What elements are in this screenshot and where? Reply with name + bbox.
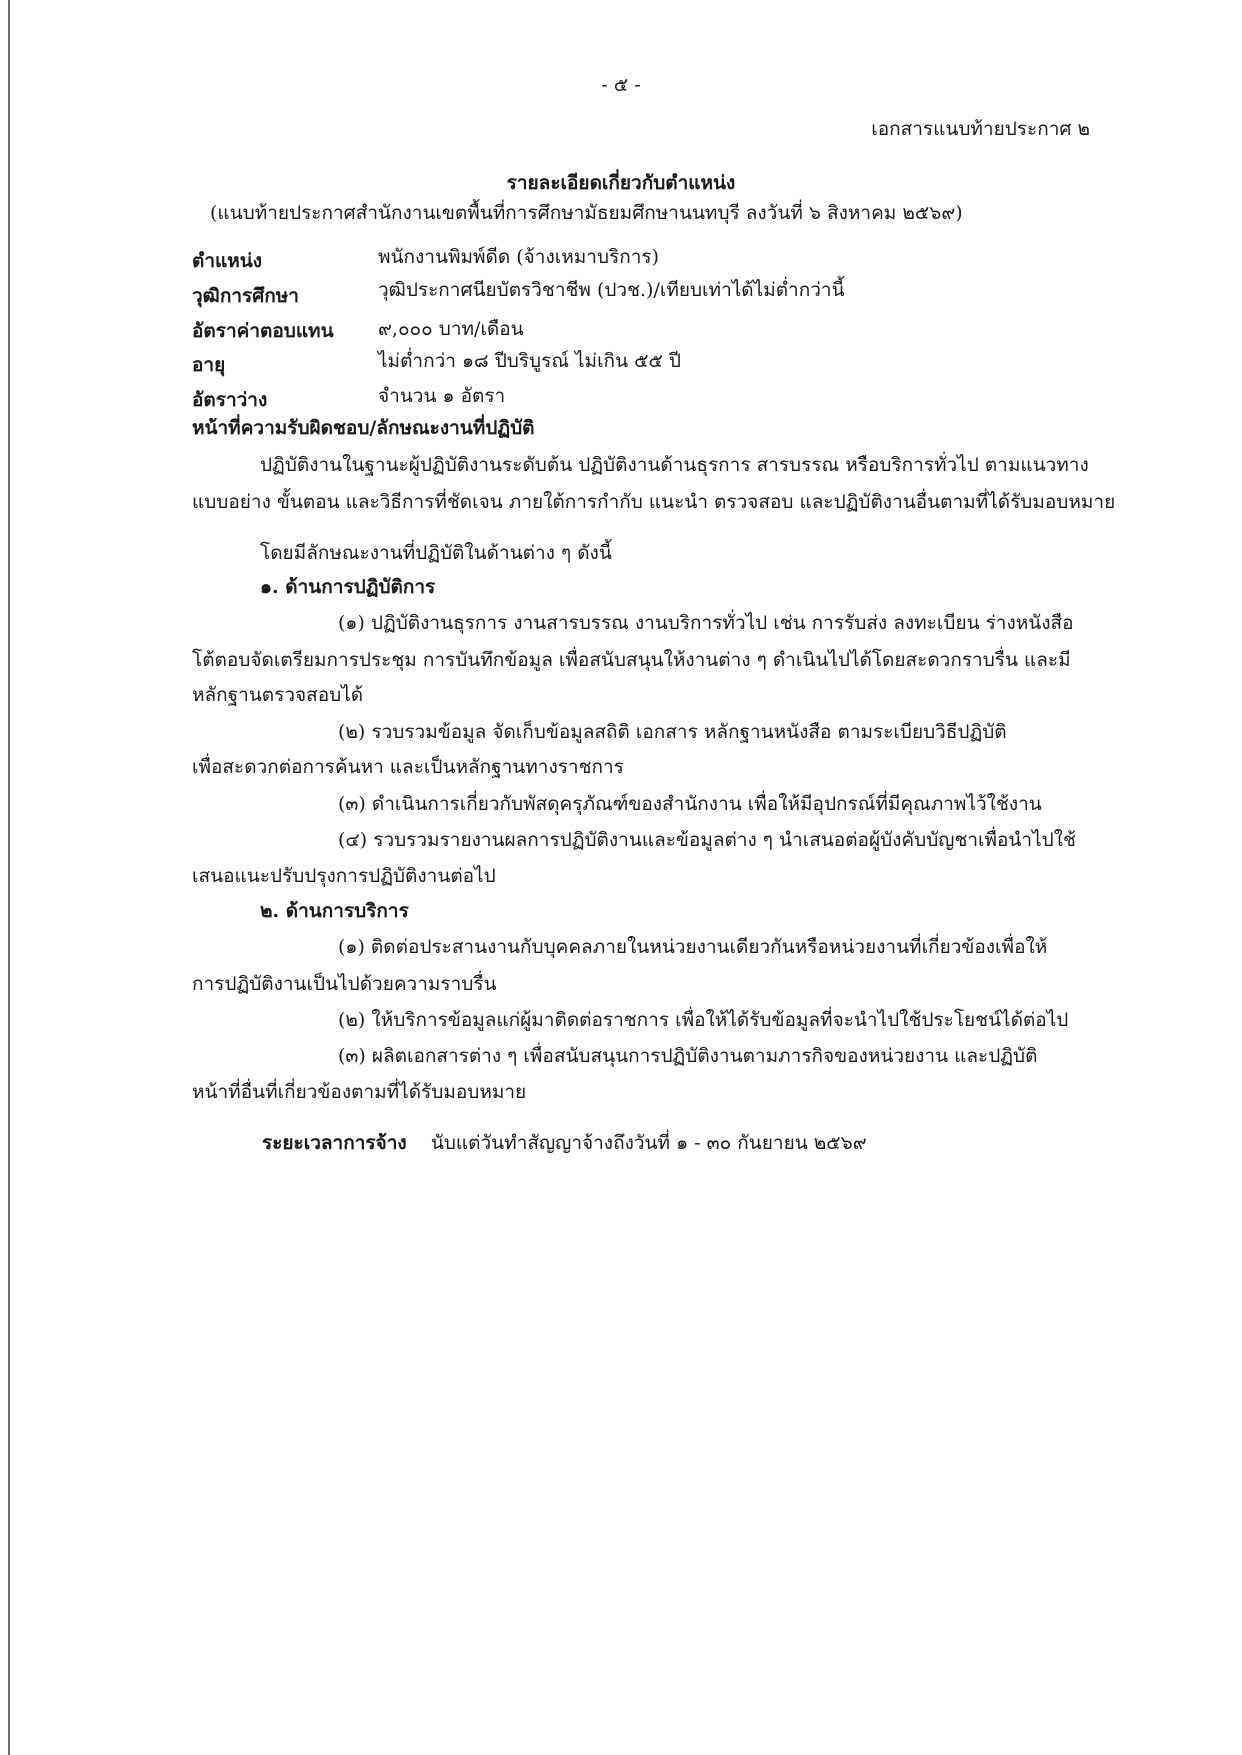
field-label-education: วุฒิการศึกษา	[192, 285, 299, 307]
duties-intro-line-2: แบบอย่าง ขั้นตอน และวิธีการที่ชัดเจน ภายใต้การกำกับ แนะนำ ตรวจสอบ และปฏิบัติงานอื่นตามที่ได้รับมอบหมาย	[192, 491, 1116, 513]
field-value-vacancy: จำนวน ๑ อัตรา	[378, 385, 506, 407]
section-2-heading: ๒. ด้านการบริการ	[260, 900, 409, 922]
employment-period-label: ระยะเวลาการจ้าง	[262, 1132, 407, 1154]
employment-period-value: นับแต่วันทำสัญญาจ้างถึงวันที่ ๑ - ๓๐ กันยายน ๒๕๖๙	[430, 1132, 867, 1154]
field-value-age: ไม่ต่ำกว่า ๑๘ ปีบริบูรณ์ ไม่เกิน ๕๕ ปี	[378, 350, 681, 372]
section-1-item-2-line-2: เพื่อสะดวกต่อการค้นหา และเป็นหลักฐานทางราชการ	[192, 756, 624, 778]
attachment-label: เอกสารแนบท้ายประกาศ ๒	[871, 118, 1090, 140]
section-1-item-3-line-1: (๓) ดำเนินการเกี่ยวกับพัสดุครุภัณฑ์ของสำนักงาน เพื่อให้มีอุปกรณ์ที่มีคุณภาพไว้ใช้งาน	[338, 793, 1042, 815]
section-1-item-4-line-2: เสนอแนะปรับปรุงการปฏิบัติงานต่อไป	[192, 865, 496, 887]
field-value-compensation: ๙,๐๐๐ บาท/เดือน	[378, 318, 524, 340]
section-1-heading: ๑. ด้านการปฏิบัติการ	[260, 576, 436, 598]
section-2-item-3-line-2: หน้าที่อื่นที่เกี่ยวข้องตามที่ได้รับมอบหมาย	[192, 1081, 527, 1103]
field-label-vacancy: อัตราว่าง	[192, 389, 268, 411]
field-label-age: อายุ	[192, 354, 226, 376]
employment-period	[262, 1128, 867, 1158]
field-label-compensation: อัตราค่าตอบแทน	[192, 320, 334, 342]
duties-intro-line-3: โดยมีลักษณะงานที่ปฏิบัติในด้านต่าง ๆ ดังนี้	[260, 542, 612, 564]
document-title: รายละเอียดเกี่ยวกับตำแหน่ง	[506, 172, 736, 194]
section-1-item-1-line-2: โต้ตอบจัดเตรียมการประชุม การบันทึกข้อมูล เพื่อสนับสนุนให้งานต่าง ๆ ดำเนินไปได้โดยสะดวกราบรื่น และมี	[192, 649, 1071, 671]
employment-period-spacer	[413, 1132, 425, 1154]
field-label-position: ตำแหน่ง	[192, 250, 263, 272]
section-1-item-4-line-1: (๔) รวบรวมรายงานผลการปฏิบัติงานและข้อมูลต่าง ๆ นำเสนอต่อผู้บังคับบัญชาเพื่อนำไปใช้	[338, 829, 1076, 851]
section-1-item-2-line-1: (๒) รวบรวมข้อมูล จัดเก็บข้อมูลสถิติ เอกสาร หลักฐานหนังสือ ตามระเบียบวิธีปฏิบัติ	[338, 721, 1007, 743]
section-1-item-1-line-3: หลักฐานตรวจสอบได้	[192, 684, 364, 706]
document-subtitle: (แนบท้ายประกาศสำนักงานเขตพื้นที่การศึกษามัธยมศึกษานนทบุรี ลงวันที่ ๖ สิงหาคม ๒๕๖๙)	[210, 202, 963, 224]
duties-heading: หน้าที่ความรับผิดชอบ/ลักษณะงานที่ปฏิบัติ	[192, 417, 535, 439]
section-2-item-2-line-1: (๒) ให้บริการข้อมูลแก่ผู้มาติดต่อราชการ เพื่อให้ได้รับข้อมูลที่จะนำไปใช้ประโยชน์ได้ต่อไป	[338, 1009, 1069, 1031]
field-value-education: วุฒิประกาศนียบัตรวิชาชีพ (ปวช.)/เทียบเท่าได้ไม่ต่ำกว่านี้	[378, 279, 845, 301]
duties-intro-line-1: ปฏิบัติงานในฐานะผู้ปฏิบัติงานระดับต้น ปฏิบัติงานด้านธุรการ สารบรรณ หรือบริการทั่วไป ตามแนวทาง	[260, 454, 1089, 476]
section-2-item-1-line-2: การปฏิบัติงานเป็นไปด้วยความราบรื่น	[192, 973, 497, 995]
section-2-item-1-line-1: (๑) ติดต่อประสานงานกับบุคคลภายในหน่วยงานเดียวกันหรือหน่วยงานที่เกี่ยวข้องเพื่อให้	[338, 936, 1048, 958]
field-value-position: พนักงานพิมพ์ดีด (จ้างเหมาบริการ)	[378, 246, 660, 268]
page-number: - ๕ -	[601, 74, 641, 96]
section-2-item-3-line-1: (๓) ผลิตเอกสารต่าง ๆ เพื่อสนับสนุนการปฏิบัติงานตามภารกิจของหน่วยงาน และปฏิบัติ	[338, 1045, 1038, 1067]
section-1-item-1-line-1: (๑) ปฏิบัติงานธุรการ งานสารบรรณ งานบริการทั่วไป เช่น การรับส่ง ลงทะเบียน ร่างหนังสือ	[338, 612, 1074, 634]
